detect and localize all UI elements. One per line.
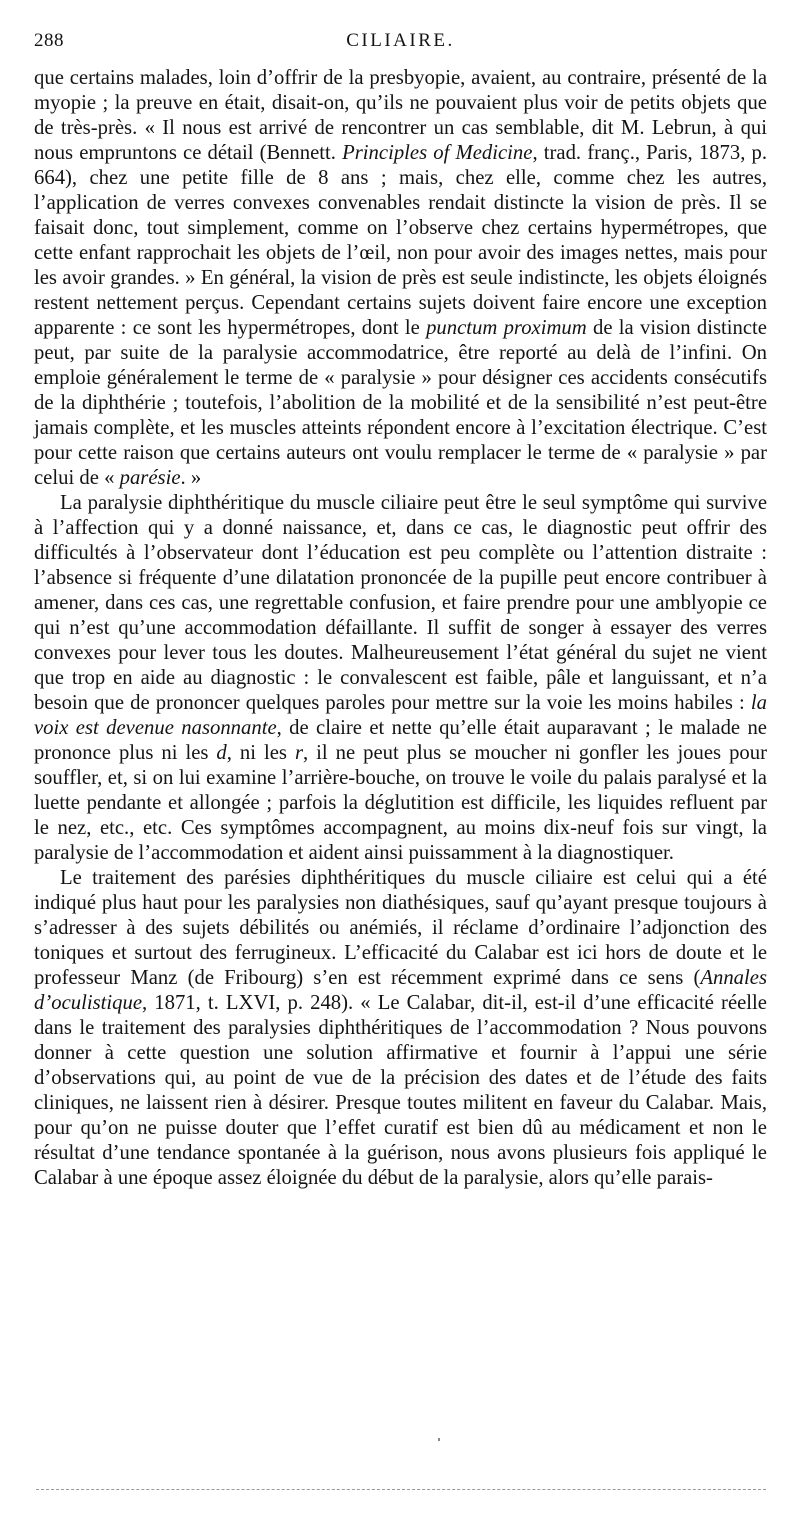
text-segment: La paralysie diphthéritique du muscle ciliaire peut être le seul symptôme qui survive à l’affection qui y a donné naissance, et, dans ce cas, le diagnostic peut offrir des difficultés à l’observateur dont l’éducation est peu complète ou l’attention distraite : l’absence si fréquente d’une dilatation prononcée de la pupille peut encore contribuer à amener, dans ces cas, une regrettable confusion, et faire prendre pour une amblyopie ce qui n’est qu’une accommodation défaillante. Il suffit de songer à essayer des verres convexes pour lever tous les doutes. Malheureusement l’état général du sujet ne vient que trop en aide au diagnostic : le convalescent est faible, pâle et languissant, et n’a besoin que de prononcer quelques paroles pour mettre sur la voie les moins habiles : bbox=[34, 492, 767, 714]
italic-text: Principles of Medicine bbox=[342, 142, 533, 164]
italic-text: Annales d’oculistique bbox=[34, 967, 767, 1014]
text-segment: , trad. franç., Paris, 1873, p. 664), chez une petite fille de 8 ans ; mais, chez elle, comme chez les autres, l’application de verres convexes convenables rendait distincte la vision de près. Il se faisait donc, tout simplement, comme on l’observe chez certains hypermétropes, que cette enfant rapprochait les objets de l’œil, non pour avoir des images nettes, mais pour les avoir grandes. » En général, la vision de près est seule indistincte, les objets éloignés restent nettement perçus. Cependant certains sujets doivent faire encore une exception apparente : ce sont les hypermétropes, dont le bbox=[34, 142, 768, 339]
text-segment: , ni les bbox=[226, 742, 295, 764]
body-text bbox=[34, 66, 767, 1191]
paragraph bbox=[34, 866, 767, 1191]
running-title: CILIAIRE. bbox=[346, 30, 455, 51]
print-speck bbox=[438, 1438, 440, 1441]
page-header bbox=[34, 30, 767, 60]
footer-dashed-rule bbox=[36, 1489, 766, 1490]
text-segment: , de claire et nette qu’elle était auparavant ; le malade ne prononce plus ni les bbox=[34, 717, 767, 764]
text-segment: de la vision distincte peut, par suite de la paralysie accommodatrice, être reporté au delà de l’infini. On emploie généralement le terme de « paralysie » pour désigner ces accidents consécutifs de la diphthérie ; toutefois, l’abolition de la mobilité et de la sensibilité n’est peut-être jamais complète, et les muscles atteints répondent encore à l’excitation électrique. C’est pour cette raison que certains auteurs ont voulu remplacer le terme de « paralysie » par celui de « bbox=[34, 317, 767, 489]
italic-text: punctum proximum bbox=[426, 317, 587, 339]
italic-text: d bbox=[216, 742, 227, 764]
italic-text: r bbox=[294, 742, 303, 764]
text-segment: , il ne peut plus se moucher ni gonfler les joues pour souffler, et, si on lui examine l’arrière-bouche, on trouve le voile du palais paralysé et la luette pendante et allongée ; parfois la déglutition est difficile, les liquides refluent par le nez, etc., etc. Ces symptômes accompagnent, au moins dix-neuf fois sur vingt, la paralysie de l’accommodation et aident ainsi puissamment à la diagnostiquer. bbox=[34, 742, 767, 864]
text-segment: que certains malades, loin d’offrir de la presbyopie, avaient, au contraire, présenté de la myopie ; la preuve en était, disait-on, qu’ils ne pouvaient plus voir de petits objets que de très-près. « Il nous est arrivé de rencontrer un cas semblable, dit M. Lebrun, à qui nous empruntons ce détail (Bennett. bbox=[34, 67, 767, 164]
paragraph bbox=[34, 491, 767, 866]
text-segment: Le traitement des parésies diphthéritiques du muscle ciliaire est celui qui a été indiqué plus haut pour les paralysies non diathésiques, sauf qu’ayant presque toujours à s’adresser à des sujets débilités ou anémiés, il réclame d’ordinaire l’adjonction des toniques et surtout des ferrugineux. L’efficacité du Calabar est ici hors de doute et le professeur Manz (de Fribourg) s’en est récemment exprimé dans ce sens ( bbox=[34, 867, 767, 989]
paragraph bbox=[34, 66, 767, 491]
italic-text: parésie bbox=[119, 467, 181, 489]
text-segment: , 1871, t. LXVI, p. 248). « Le Calabar, dit-il, est-il d’une efficacité réelle dans le traitement des paralysies diphthéritiques de l’accommodation ? Nous pouvons donner à cette question une solution affirmative et fournir à l’appui une série d’observations qui, au point de vue de la précision des dates et de l’étude des faits cliniques, ne laissent rien à désirer. Presque toutes militent en faveur du Calabar. Mais, pour qu’on ne puisse douter que l’effet curatif est bien dû au médicament et non le résultat d’une tendance spontanée à la guérison, nous avons plusieurs fois appliqué le Calabar à une époque assez éloignée du début de la paralysie, alors qu’elle parais- bbox=[34, 992, 767, 1189]
text-segment: . » bbox=[180, 467, 202, 489]
italic-text: la voix est devenue nasonnante bbox=[34, 692, 767, 739]
page-number: 288 bbox=[34, 30, 64, 51]
